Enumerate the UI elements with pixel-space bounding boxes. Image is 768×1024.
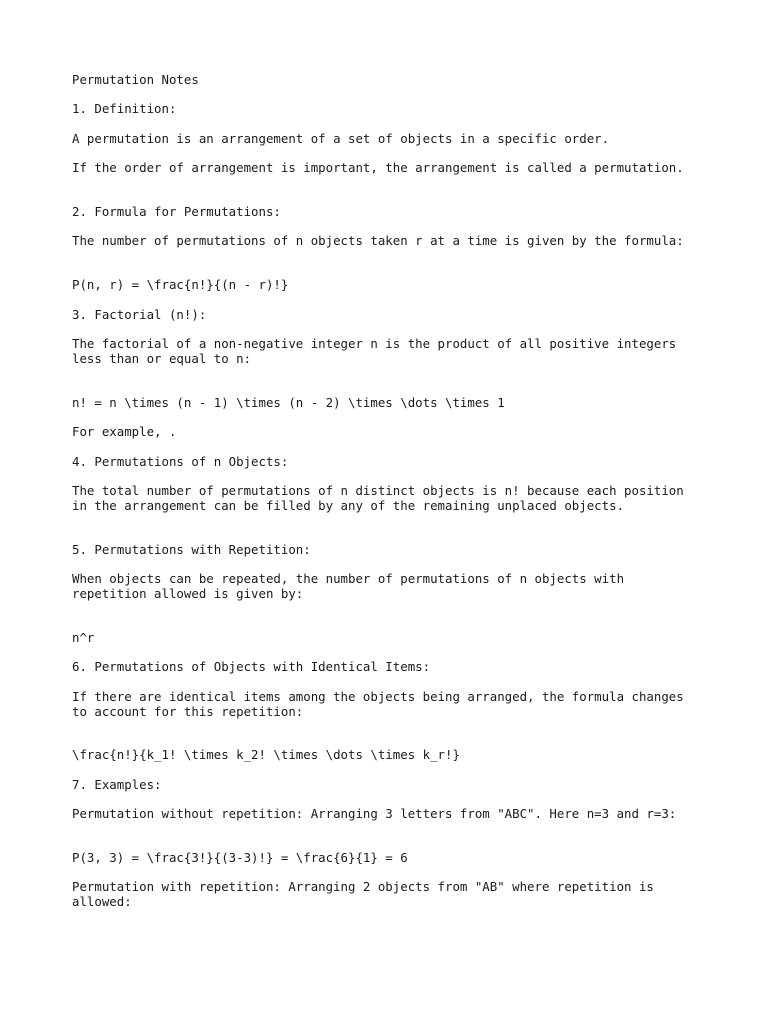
paragraph: When objects can be repeated, the number of permutations of n objects with repetition allowed is given by: xyxy=(72,571,625,601)
section-heading-definition: 1. Definition: xyxy=(72,101,177,116)
paragraph: A permutation is an arrangement of a set of objects in a specific order. xyxy=(72,131,610,146)
section-heading-permutations-of-n: 4. Permutations of n Objects: xyxy=(72,454,289,469)
paragraph: For example, . xyxy=(72,424,177,439)
paragraph: The factorial of a non-negative integer n is the product of all positive integers less than or equal to n: xyxy=(72,336,677,366)
formula: n! = n \times (n - 1) \times (n - 2) \times \dots \times 1 xyxy=(72,395,505,410)
section-heading-repetition: 5. Permutations with Repetition: xyxy=(72,542,311,557)
section-heading-factorial: 3. Factorial (n!): xyxy=(72,307,207,322)
paragraph: The total number of permutations of n distinct objects is n! because each position in the arrangement can be filled by any of the remaining unplaced objects. xyxy=(72,483,684,513)
formula: P(n, r) = \frac{n!}{(n - r)!} xyxy=(72,277,289,292)
section-heading-formula: 2. Formula for Permutations: xyxy=(72,204,281,219)
section-heading-identical-items: 6. Permutations of Objects with Identical Items: xyxy=(72,659,431,674)
formula: P(3, 3) = \frac{3!}{(3-3)!} = \frac{6}{1} = 6 xyxy=(72,850,408,865)
paragraph: If the order of arrangement is important, the arrangement is called a permutation. xyxy=(72,160,684,175)
paragraph: The number of permutations of n objects taken r at a time is given by the formula: xyxy=(72,233,684,248)
formula: \frac{n!}{k_1! \times k_2! \times \dots \times k_r!} xyxy=(72,747,460,762)
formula: n^r xyxy=(72,630,95,645)
document-title: Permutation Notes xyxy=(72,72,199,87)
paragraph: Permutation with repetition: Arranging 2 objects from "AB" where repetition is allowed: xyxy=(72,879,654,909)
section-heading-examples: 7. Examples: xyxy=(72,777,162,792)
paragraph: If there are identical items among the objects being arranged, the formula changes to account for this repetition: xyxy=(72,689,684,719)
paragraph: Permutation without repetition: Arranging 3 letters from "ABC". Here n=3 and r=3: xyxy=(72,806,677,821)
